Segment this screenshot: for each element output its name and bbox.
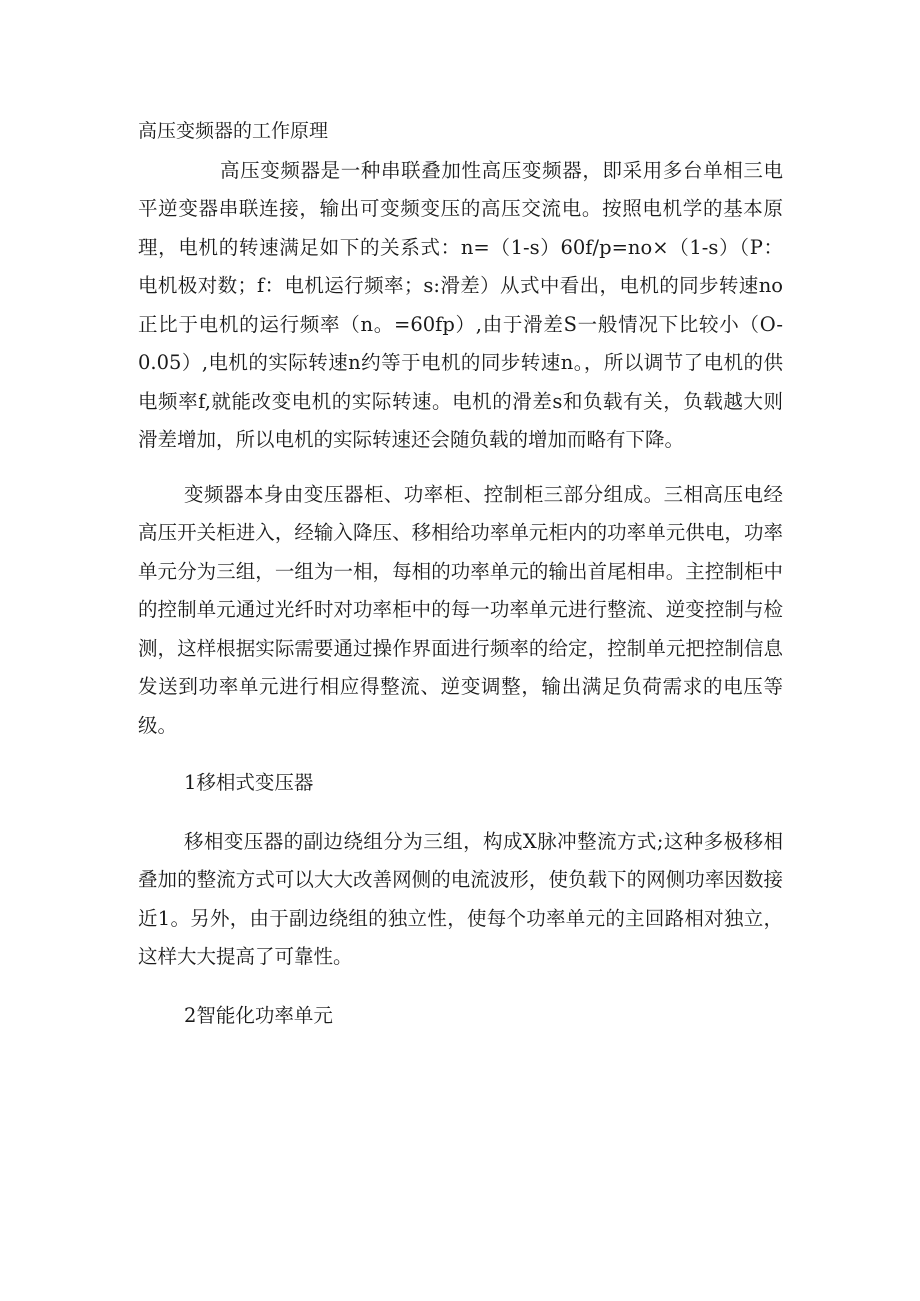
paragraph-principle: 高压变频器是一种串联叠加性高压变频器，即采用多台单相三电平逆变器串联连接，输出可变频变压的高压交流电。按照电机学的基本原理，电机的转速满足如下的关系式：n=（1-s）60f/p=no×（1-s）（P：电机极对数；f：电机运行频率；s:滑差）从式中看出，电机的同步转速no正比于电机的运行频率（n。=60fp）,由于滑差S一般情况下比较小（O-0.05）,电机的实际转速n约等于电机的同步转速n。，所以调节了电机的供电频率f,就能改变电机的实际转速。电机的滑差s和负载有关，负载越大则滑差增加，所以电机的实际转速还会随负载的增加而略有下降。 bbox=[138, 158, 783, 451]
document-page bbox=[138, 112, 783, 1035]
document-title: 高压变频器的工作原理 bbox=[138, 120, 329, 142]
section-heading-power-unit: 2智能化功率单元 bbox=[184, 1003, 333, 1027]
paragraph-transformer: 移相变压器的副边绕组分为三组，构成X脉冲整流方式;这种多极移相叠加的整流方式可以大大改善网侧的电流波形，使负载下的网侧功率因数接近1。另外，由于副边绕组的独立性，使每个功率单元的主回路相对独立，这样大大提高了可靠性。 bbox=[138, 829, 783, 968]
section-heading-transformer: 1移相式变压器 bbox=[184, 771, 314, 794]
paragraph-composition: 变频器本身由变压器柜、功率柜、控制柜三部分组成。三相高压电经高压开关柜进入，经输入降压、移相给功率单元柜内的功率单元供电，功率单元分为三组，一组为一相，每相的功率单元的输出首尾相串。主控制柜中的控制单元通过光纤时对功率柜中的每一功率单元进行整流、逆变控制与检测，这样根据实际需要通过操作界面进行频率的给定，控制单元把控制信息发送到功率单元进行相应得整流、逆变调整，输出满足负荷需求的电压等级。 bbox=[138, 482, 783, 737]
